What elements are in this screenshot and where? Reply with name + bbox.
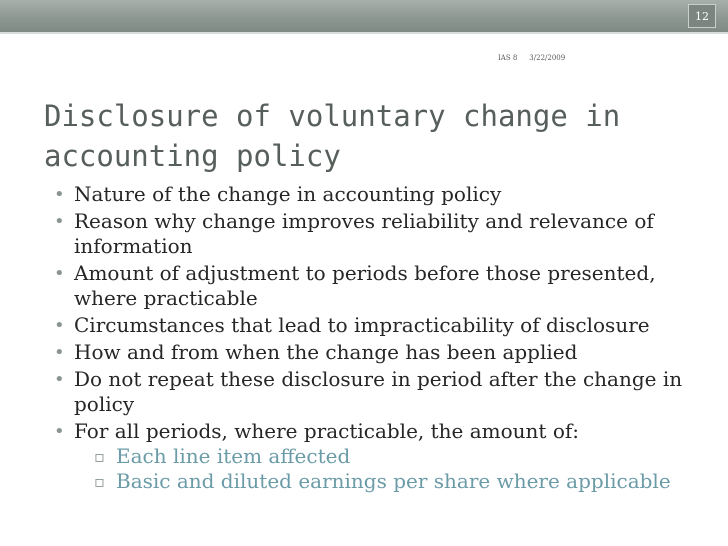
bullet-item [54,182,704,207]
header-divider [0,32,728,34]
bullet-dot-icon: • [54,315,65,336]
bullet-text: How and from when the change has been applied [74,340,578,364]
slide-title: Disclosure of voluntary change in accounting policy [44,99,621,173]
slide-content [54,182,704,496]
bullet-dot-icon: • [54,342,65,363]
square-bullet-icon: ▫ [94,447,105,466]
bullet-item [54,367,704,417]
bullet-list [54,182,704,494]
bullet-dot-icon: • [54,369,65,390]
bullet-item [54,261,704,311]
bullet-text: Amount of adjustment to periods before those presented, where practicable [74,261,656,310]
bullet-dot-icon: • [54,211,65,232]
sub-bullet-list [74,444,704,494]
sub-bullet-item [94,444,704,469]
bullet-item [54,340,704,365]
sub-bullet-item [94,469,704,494]
slide-meta [498,54,565,62]
bullet-text: Circumstances that lead to impracticability of disclosure [74,313,650,337]
bullet-item [54,419,704,494]
square-bullet-icon: ▫ [94,472,105,491]
meta-topic: IAS 8 [498,54,518,62]
meta-date: 3/22/2009 [529,54,566,62]
bullet-text: Nature of the change in accounting policy [74,182,502,206]
sub-bullet-text: Basic and diluted earnings per share where applicable [116,469,671,493]
bullet-item [54,313,704,338]
slide-number-badge: 12 [688,4,716,28]
bullet-dot-icon: • [54,263,65,284]
bullet-dot-icon: • [54,184,65,205]
bullet-dot-icon: • [54,421,65,442]
bullet-text: Reason why change improves reliability and relevance of information [74,209,654,258]
bullet-text: For all periods, where practicable, the amount of: [74,419,579,443]
bullet-text: Do not repeat these disclosure in period after the change in policy [74,367,683,416]
bullet-item [54,209,704,259]
header-bar [0,0,728,32]
sub-bullet-text: Each line item affected [116,444,351,468]
